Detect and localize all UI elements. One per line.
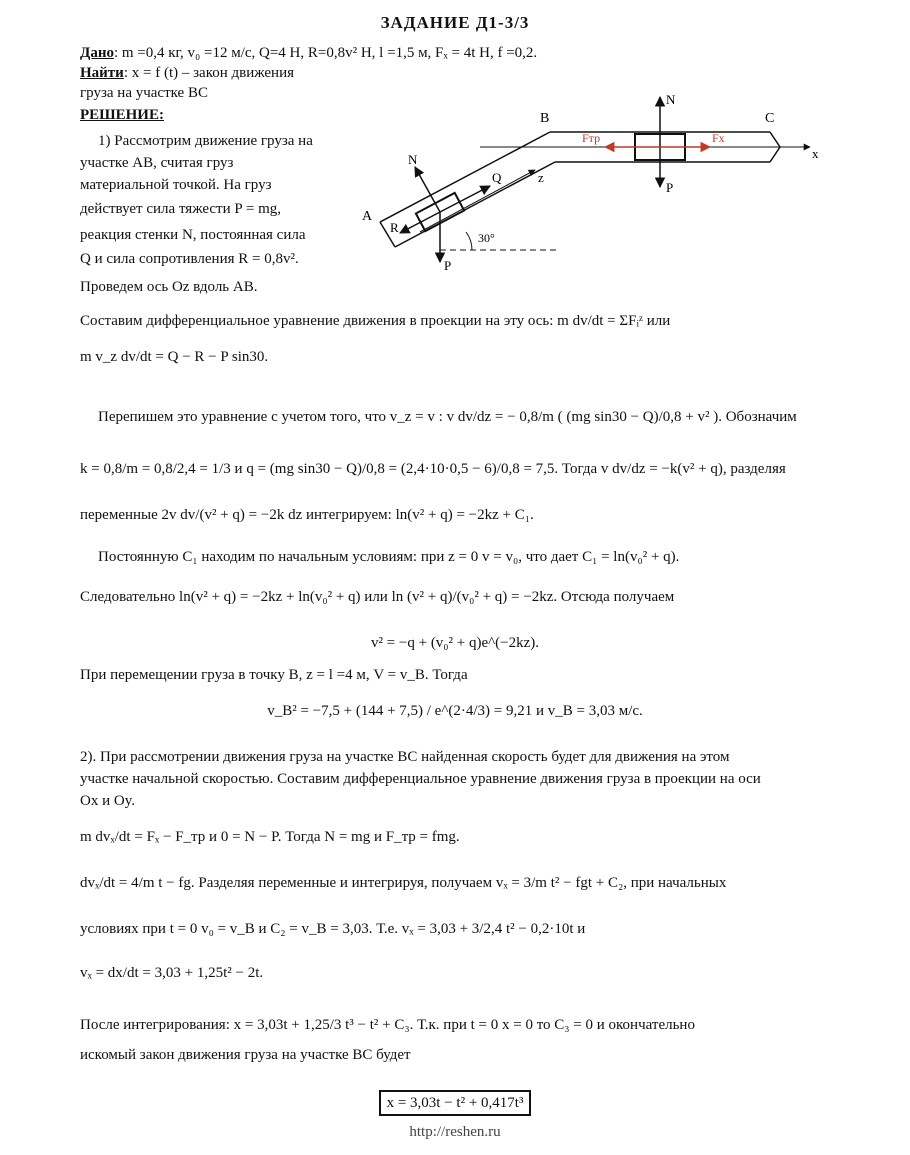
incline-upper-wall: [380, 132, 550, 222]
text-line: Постоянную C₁ находим по начальным условиям: при z = 0 v = v₀, что дает C₁ = ln(v₀² + q).: [98, 549, 680, 565]
para1-line: 1) Рассмотрим движение груза на: [98, 133, 313, 149]
text-line: m dvₓ/dt = Fₓ − F_тр и 0 = N − P. Тогда N = mg и F_тр = fmg.: [80, 829, 460, 845]
find-label: Найти: [80, 65, 124, 81]
formula-line: v² = −q + (v₀² + q)e^(−2kz).: [370, 635, 540, 651]
para1-line: Q и сила сопротивления R = 0,8v².: [80, 251, 299, 267]
given-line: [80, 44, 537, 62]
para1-line: материальной точкой. На груз: [80, 177, 272, 193]
text-line: k = 0,8/m = 0,8/2,4 = 1/3 и q = (mg sin30 − Q)/0,8 = (2,4·10·0,5 − 6)/0,8 = 7,5. Тогда v dv/dz = −k(v² + q), разделяя: [80, 461, 786, 477]
page-title: ЗАДАНИЕ Д1-3/3: [380, 13, 530, 32]
label-P1: P: [444, 258, 452, 273]
z-axis-arrow: [420, 170, 535, 232]
label-N2: N: [666, 92, 676, 107]
label-C: C: [765, 111, 775, 126]
text-line: Составим дифференциальное уравнение движения в проекции на эту ось: m dv/dt = ΣFᵢᶻ или: [80, 313, 671, 329]
para1-line: реакция стенки N, постоянная сила: [80, 227, 306, 243]
text-line: Ox и Oy.: [80, 793, 135, 809]
label-P2: P: [666, 180, 674, 195]
normal-force-N1: [415, 167, 440, 212]
label-R: R: [390, 220, 399, 235]
text-line: m v_z dv/dt = Q − R − P sin30.: [80, 349, 269, 365]
text-line: dvₓ/dt = 4/m t − fg. Разделяя переменные и интегрируя, получаем vₓ = 3/m t² − fgt + C₂, при начальных: [80, 875, 727, 891]
label-x: x: [812, 146, 819, 161]
find-text: : x = f (t) – закон движения: [123, 65, 295, 81]
para1-line: Проведем ось Oz вдоль AB.: [80, 279, 258, 295]
solution-label: РЕШЕНИЕ:: [80, 107, 164, 123]
label-angle: 30°: [478, 231, 495, 245]
text-line: vₓ = dx/dt = 3,03 + 1,25t² − 2t.: [80, 965, 264, 981]
footer-url: http://reshen.ru: [409, 1124, 501, 1140]
diagram-svg: [360, 92, 840, 292]
text-line: участке начальной скоростью. Составим дифференциальное уравнение движения груза в проекции на оси: [80, 771, 761, 787]
text-line: После интегрирования: x = 3,03t + 1,25/3 t³ − t² + C₃. Т.к. при t = 0 x = 0 то C₃ = 0 и окончательно: [80, 1017, 695, 1033]
text-line: Следовательно ln(v² + q) = −2kz + ln(v₀² + q) или ln (v² + q)/(v₀² + q) = −2kz. Отсюда получаем: [80, 589, 675, 605]
find-line-2: груза на участке BC: [80, 85, 208, 101]
label-A: A: [362, 209, 373, 224]
formula-line: v_B² = −7,5 + (144 + 7,5) / e^(2·4/3) = 9,21 и v_B = 3,03 м/с.: [267, 703, 643, 719]
label-z: z: [538, 170, 544, 185]
para1-line: действует сила тяжести P = mg,: [80, 201, 282, 217]
label-Ftr: Fтр: [582, 131, 601, 145]
angle-arc: [466, 232, 472, 250]
label-N1: N: [408, 152, 418, 167]
para1-line: участке AB, считая груз: [80, 155, 234, 171]
text-line: искомый закон движения груза на участке BC будет: [80, 1047, 411, 1063]
text-line: 2). При рассмотрении движения груза на участке BC найденная скорость будет для движения на этом: [80, 749, 730, 765]
find-line: [80, 64, 294, 82]
label-Q: Q: [492, 170, 502, 185]
mechanics-diagram: [360, 92, 840, 292]
text-line: Перепишем это уравнение с учетом того, что v_z = v : v dv/dz = − 0,8/m ( (mg sin30 − Q)/0,8 + v² ). Обозначим: [98, 409, 797, 425]
text-line: При перемещении груза в точку B, z = l =4 м, V = v_B. Тогда: [80, 667, 468, 683]
given-text: : m =0,4 кг, v₀ =12 м/с, Q=4 Н, R=0,8v² Н, l =1,5 м, Fₓ = 4t Н, f =0,2.: [113, 45, 538, 61]
text-line: условиях при t = 0 v₀ = v_B и C₂ = v_B = 3,03. Т.е. vₓ = 3,03 + 3/2,4 t² − 0,2·10t и: [80, 921, 586, 937]
answer-box: x = 3,03t − t² + 0,417t³: [379, 1090, 532, 1116]
label-B: B: [540, 111, 550, 126]
text-line: переменные 2v dv/(v² + q) = −2k dz интегрируем: ln(v² + q) = −2kz + C₁.: [80, 507, 534, 523]
label-Fx: Fx: [712, 131, 725, 145]
answer-line: [0, 1090, 910, 1116]
given-label: Дано: [80, 45, 114, 61]
